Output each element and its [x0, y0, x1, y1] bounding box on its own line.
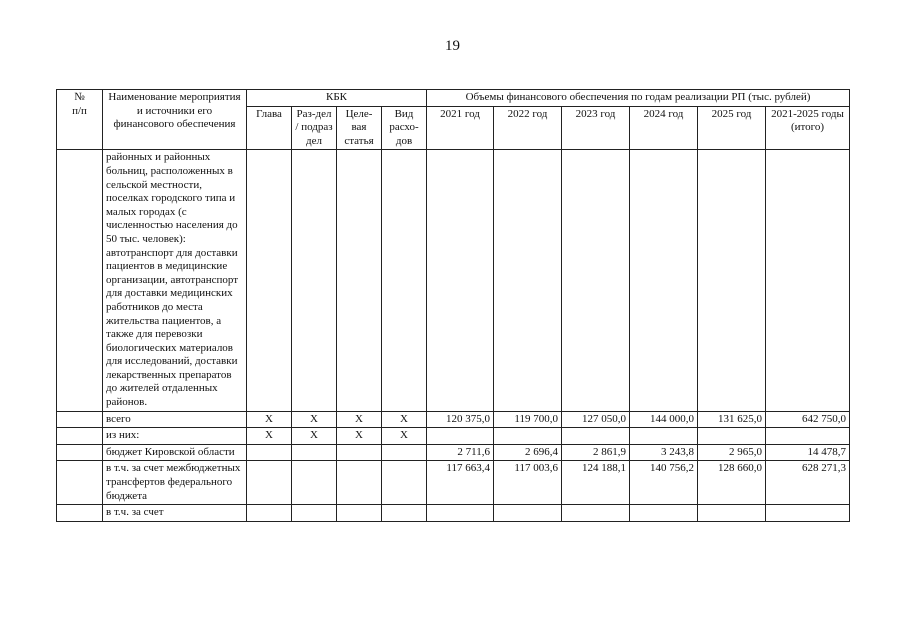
header-year-2022: 2022 год [494, 106, 562, 150]
value-cell: 117 003,6 [494, 461, 562, 505]
kbk-cell: X [382, 428, 427, 445]
header-number: № п/п [57, 90, 103, 150]
kbk-cell [247, 505, 292, 522]
value-cell: 628 271,3 [766, 461, 850, 505]
value-cell [630, 428, 698, 445]
header-kbk-target: Целе-вая статья [337, 106, 382, 150]
value-cell [427, 505, 494, 522]
value-cell: 2 711,6 [427, 444, 494, 461]
row-label: в т.ч. за счет межбюджетных трансфертов федерального бюджета [103, 461, 247, 505]
value-cell: 2 696,4 [494, 444, 562, 461]
table-row [57, 428, 850, 445]
value-cell: 128 660,0 [698, 461, 766, 505]
description-text: районных и районных больниц, расположенных в сельской местности, поселках городского типа и малых городах (с численностью населения до 50 тыс. человек): автотранспорт для доставки пациентов в медицинские организации, автотранспорт для доставки медицинских работников до места жительства пациентов, а также для перевозки биологических материалов для исследований, доставки лекарственных препаратов до жителей отдаленных районов. [103, 150, 247, 411]
kbk-cell: X [292, 411, 337, 428]
value-cell: 642 750,0 [766, 411, 850, 428]
value-cell [562, 428, 630, 445]
value-cell: 140 756,2 [630, 461, 698, 505]
kbk-cell: X [337, 411, 382, 428]
header-volumes: Объемы финансового обеспечения по годам реализации РП (тыс. рублей) [427, 90, 850, 107]
value-cell [494, 428, 562, 445]
kbk-cell [382, 461, 427, 505]
table-row [57, 505, 850, 522]
value-cell [766, 428, 850, 445]
kbk-cell [337, 505, 382, 522]
value-cell: 131 625,0 [698, 411, 766, 428]
row-label: бюджет Кировской области [103, 444, 247, 461]
kbk-cell: X [337, 428, 382, 445]
kbk-cell: X [292, 428, 337, 445]
kbk-cell [292, 505, 337, 522]
value-cell [698, 505, 766, 522]
value-cell: 2 965,0 [698, 444, 766, 461]
header-kbk-section: Раз-дел / подраз дел [292, 106, 337, 150]
kbk-cell [247, 461, 292, 505]
row-label: из них: [103, 428, 247, 445]
value-cell: 117 663,4 [427, 461, 494, 505]
value-cell: 14 478,7 [766, 444, 850, 461]
kbk-cell: X [382, 411, 427, 428]
page-number: 19 [445, 38, 460, 54]
header-year-2024: 2024 год [630, 106, 698, 150]
value-cell [766, 505, 850, 522]
value-cell [494, 505, 562, 522]
header-year-2021: 2021 год [427, 106, 494, 150]
table-row [57, 461, 850, 505]
description-row [57, 150, 850, 411]
kbk-cell [337, 444, 382, 461]
value-cell: 144 000,0 [630, 411, 698, 428]
row-label: всего [103, 411, 247, 428]
table-row [57, 444, 850, 461]
kbk-cell [292, 444, 337, 461]
kbk-cell [292, 461, 337, 505]
value-cell [562, 505, 630, 522]
header-year-2023: 2023 год [562, 106, 630, 150]
value-cell: 2 861,9 [562, 444, 630, 461]
value-cell [630, 505, 698, 522]
row-label: в т.ч. за счет [103, 505, 247, 522]
header-kbk-expense-type: Вид расхо-дов [382, 106, 427, 150]
financing-table [56, 89, 850, 522]
kbk-cell [382, 505, 427, 522]
value-cell: 119 700,0 [494, 411, 562, 428]
header-name: Наименование мероприятия и источники его финансового обеспечения [103, 90, 247, 150]
header-kbk-chapter: Глава [247, 106, 292, 150]
kbk-cell: X [247, 428, 292, 445]
value-cell: 120 375,0 [427, 411, 494, 428]
table-row [57, 411, 850, 428]
value-cell [698, 428, 766, 445]
header-year-2025: 2025 год [698, 106, 766, 150]
value-cell: 3 243,8 [630, 444, 698, 461]
value-cell [427, 428, 494, 445]
header-kbk: КБК [247, 90, 427, 107]
kbk-cell [337, 461, 382, 505]
value-cell: 124 188,1 [562, 461, 630, 505]
value-cell: 127 050,0 [562, 411, 630, 428]
kbk-cell: X [247, 411, 292, 428]
kbk-cell [382, 444, 427, 461]
kbk-cell [247, 444, 292, 461]
header-row-1 [57, 90, 850, 107]
header-total: 2021-2025 годы (итого) [766, 106, 850, 150]
